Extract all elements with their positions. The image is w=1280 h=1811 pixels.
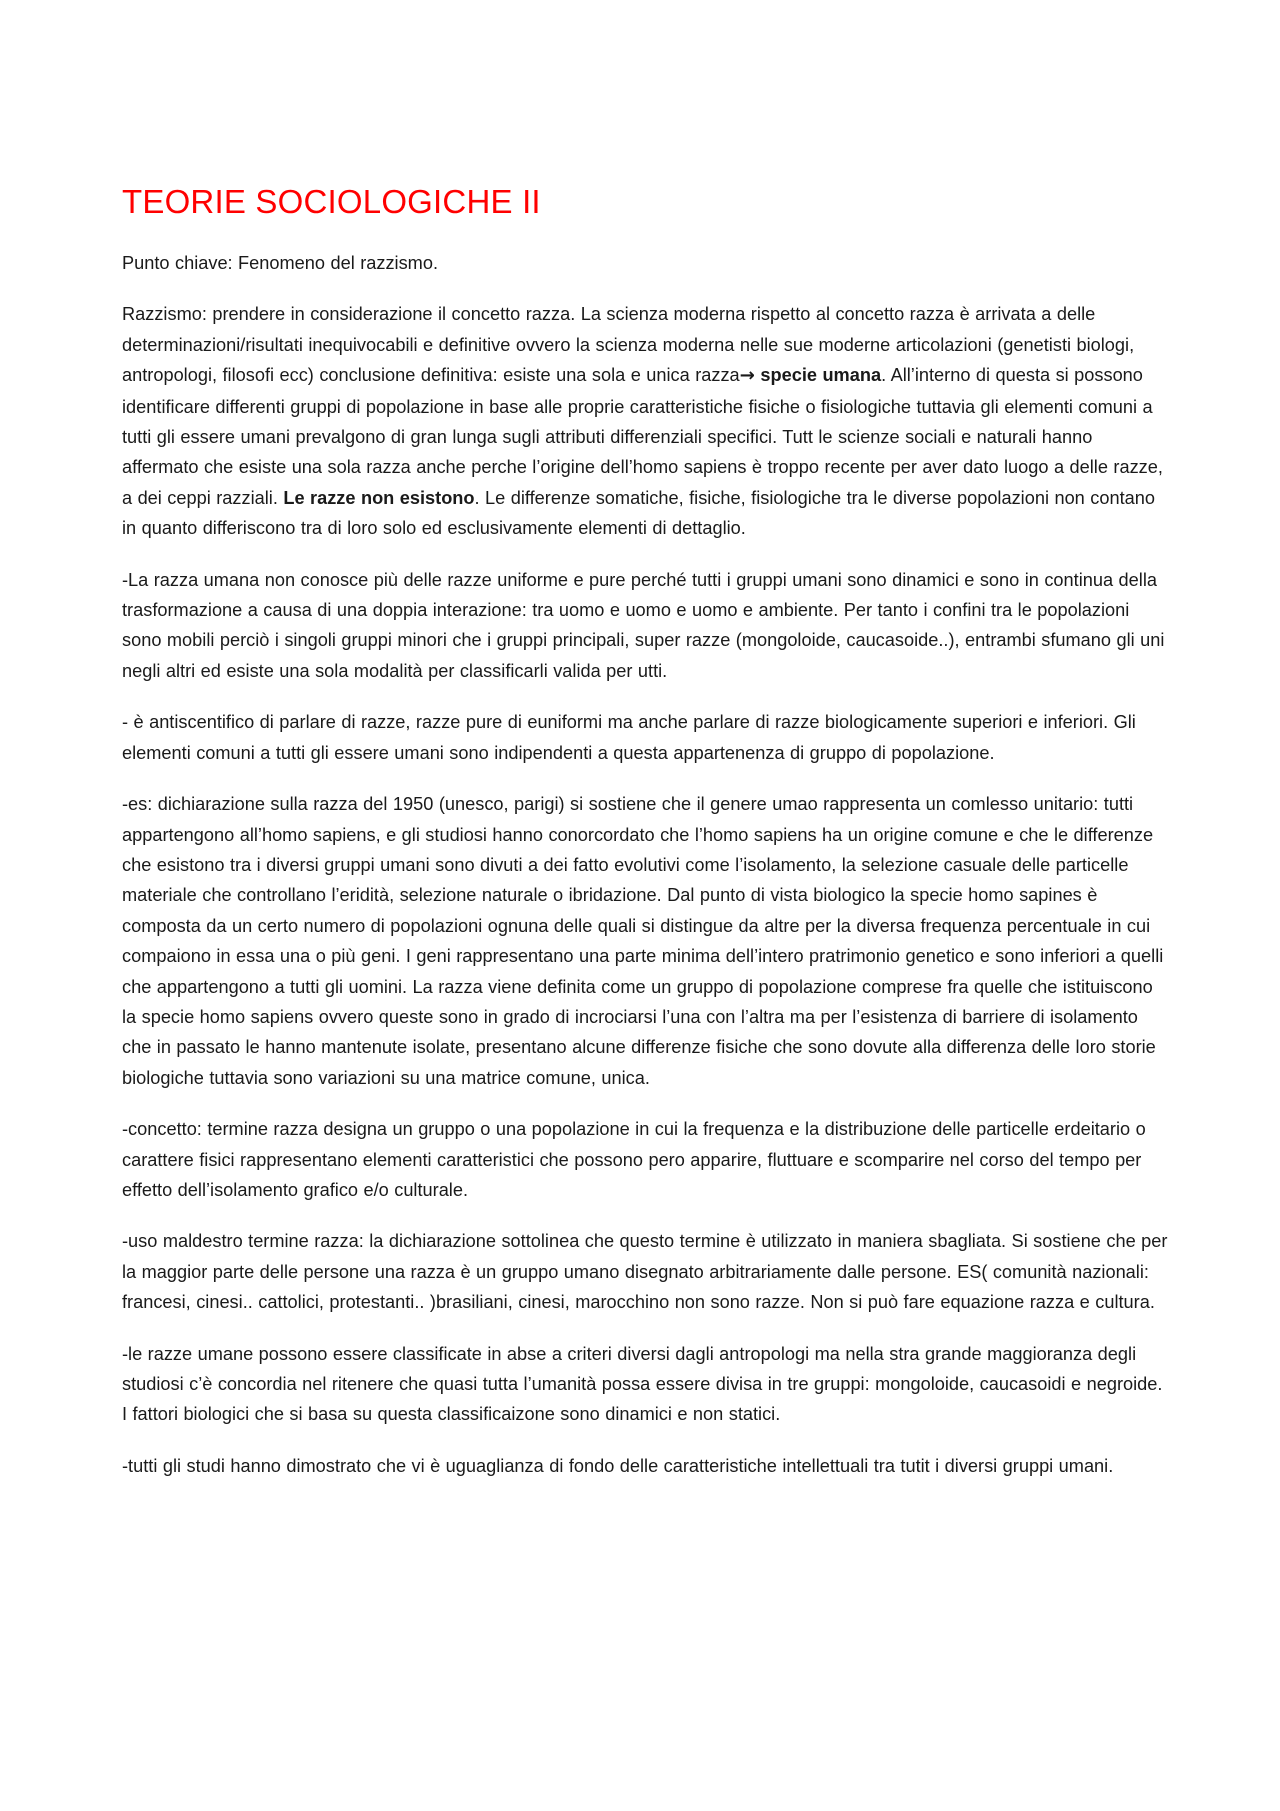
arrow-right-icon: → [739, 365, 755, 387]
document-page [122, 180, 1172, 1502]
paragraph-uso-maldestro: -uso maldestro termine razza: la dichiarazione sottolinea che questo termine è utilizzato in maniera sbagliata. Si sostiene che per la maggior parte delle persone una razza è un gruppo umano disegnato arbitrariamente dalle persone. ES( comunità nazionali: francesi, cinesi.. cattolici, protestanti.. )brasiliani, cinesi, marocchino non sono razze. Non si può fare equazione razza e cultura. [122, 1231, 1168, 1313]
paragraph-text: Razzismo: prendere in considerazione il concetto razza. La scienza moderna rispetto al concetto razza è arrivata a delle determinazioni/risultati inequivocabili e definitive ovvero la scienza moderna nelle sue moderne articolazioni (genetisti biologi, antropologi, filosofi ecc) conclusione definitiva: esiste una sola e unica razza [122, 304, 1135, 386]
paragraph-razzismo [122, 299, 1172, 543]
paragraph-razza-umana: -La razza umana non conosce più delle razze uniforme e pure perché tutti i gruppi umani sono dinamici e sono in continua della trasformazione a causa di una doppia interazione: tra uomo e uomo e uomo e ambiente. Per tanto i confini tra le popolazioni sono mobili perciò i singoli gruppi minori che i gruppi principali, super razze (mongoloide, caucasoide..), entrambi sfumano gli uni negli altri ed esiste una sola modalità per classificarli valida per utti. [122, 569, 1165, 681]
bold-phrase-razze-non-esistono: Le razze non esistono [283, 487, 475, 508]
paragraph-concetto: -concetto: termine razza designa un gruppo o una popolazione in cui la frequenza e la distribuzione delle particelle erdeitario o carattere fisici rappresentano elementi caratteristici che possono pero apparire, fluttuare e scomparire nel corso del tempo per effetto dell’isolamento grafico e/o culturale. [122, 1119, 1146, 1200]
paragraph-uguaglianza: -tutti gli studi hanno dimostrato che vi è uguaglianza di fondo delle caratteristiche intellettuali tra tutit i diversi gruppi umani. [122, 1455, 1114, 1476]
paragraph-text: . All’interno di questa si possono identificare differenti gruppi di popolazione in base alle proprie caratteristiche fisiche o fisiologiche tuttavia gli elementi comuni a tutti gli essere umani prevalgono di gran lunga sugli attributi differenziali specifici. Tutt le scienze sociali e naturali hanno affermato che esiste una sola razza anche perche l’origine dell’homo sapiens è troppo recente per aver dato luogo a delle razze, a dei ceppi razziali. [122, 365, 1163, 508]
key-point-paragraph: Punto chiave: Fenomeno del razzismo. [122, 253, 439, 273]
paragraph-text: . Le differenze somatiche, fisiche, fisiologiche tra le diverse popolazioni non contano in quanto differiscono tra di loro solo ed esclusivamente elementi di dettaglio. [122, 487, 1155, 539]
paragraph-classificazione: -le razze umane possono essere classificate in abse a criteri diversi dagli antropologi ma nella stra grande maggioranza degli studiosi c’è concordia nel ritenere che quasi tutta l’umanità possa essere divisa in tre gruppi: mongoloide, caucasoidi e negroide. I fattori biologici che si basa su questa classificaizone sono dinamici e non statici. [122, 1343, 1163, 1425]
document-title: TEORIE SOCIOLOGICHE II [122, 183, 541, 220]
bold-phrase-specie-umana: specie umana [760, 365, 882, 386]
paragraph-antiscientifico: - è antiscentifico di parlare di razze, razze pure di euniformi ma anche parlare di razze biologicamente superiori e inferiori. Gli elementi comuni a tutti gli essere umani sono indipendenti a questa appartenenza di gruppo di popolazione. [122, 712, 1136, 763]
paragraph-dichiarazione-1950: -es: dichiarazione sulla razza del 1950 (unesco, parigi) si sostiene che il genere umao rappresenta un comlesso unitario: tutti appartengono all’homo sapiens, e gli studiosi hanno conorcordato che l’homo sapiens ha un origine comune e che le differenze che esistono tra i diversi gruppi umani sono divuti a dei fatto evolutivi come l’isolamento, la selezione casuale delle particelle materiale che controllano l’eridità, selezione naturale o ibridazione. Dal punto di vista biologico la specie homo sapines è composta da un certo numero di popolazioni ognuna delle quali si distingue da altre per la diversa frequenza percentuale in cui compaiono in essa una o più geni. I geni rappresentano una parte minima dell’intero pratrimonio genetico e sono inferiori a quelli che appartengono a tutti gli uomini. La razza viene definita come un gruppo di popolazione comprese fra quelle che istituiscono la specie homo sapiens ovvero queste sono in grado di incrociarsi l’una con l’altra ma per l’esistenza di barriere di isolamento che in passato le hanno mantenute isolate, presentano alcune differenze fisiche che sono dovute alla differenza delle loro storie biologiche tuttavia sono variazioni su una matrice comune, unica. [122, 794, 1164, 1088]
